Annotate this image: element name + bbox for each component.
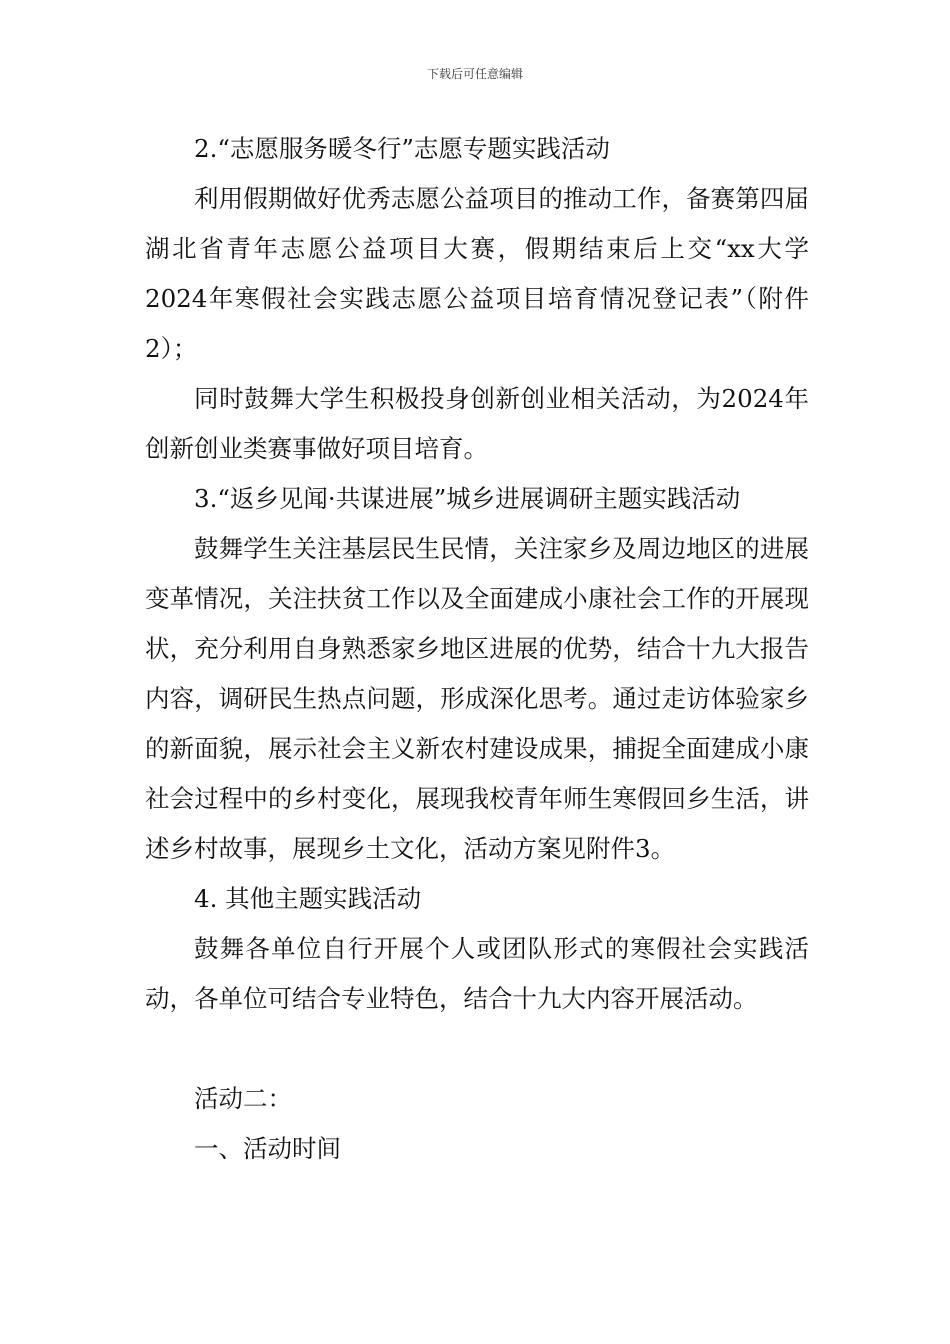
page-header-note: 下载后可任意编辑	[426, 67, 523, 81]
document-body	[145, 124, 809, 1174]
paragraph-research: 鼓舞学生关注基层民生民情，关注家乡及周边地区的进展变革情况，关注扶贫工作以及全面建成小康社会工作的开展现状，充分利用自身熟悉家乡地区进展的优势，结合十九大报告内容，调研民生热点问题，形成深化思考。通过走访体验家乡的新面貌，展示社会主义新农村建设成果，捕捉全面建成小康社会过程中的乡村变化，展现我校青年师生寒假回乡生活，讲述乡村故事，展现乡土文化，活动方案见附件3。	[145, 534, 809, 863]
paragraph-volunteer-project: 利用假期做好优秀志愿公益项目的推动工作，备赛第四届湖北省青年志愿公益项目大赛，假期结束后上交“xx大学2024年寒假社会实践志愿公益项目培育情况登记表”（附件2）；	[145, 184, 809, 363]
paragraph-innovation: 同时鼓舞大学生积极投身创新创业相关活动，为2024年创新创业类赛事做好项目培育。	[145, 384, 809, 463]
section-heading-research: 3.“返乡见闻·共谋进展”城乡进展调研主题实践活动	[194, 484, 741, 513]
section-heading-other: 4. 其他主题实践活动	[194, 884, 422, 913]
section-heading-volunteer: 2.“志愿服务暖冬行”志愿专题实践活动	[194, 134, 610, 163]
activity-time-heading: 一、活动时间	[194, 1134, 341, 1163]
activity-two-heading: 活动二：	[194, 1084, 292, 1113]
blank-line	[145, 1024, 809, 1074]
paragraph-other: 鼓舞各单位自行开展个人或团队形式的寒假社会实践活动，各单位可结合专业特色，结合十九大内容开展活动。	[145, 934, 809, 1013]
